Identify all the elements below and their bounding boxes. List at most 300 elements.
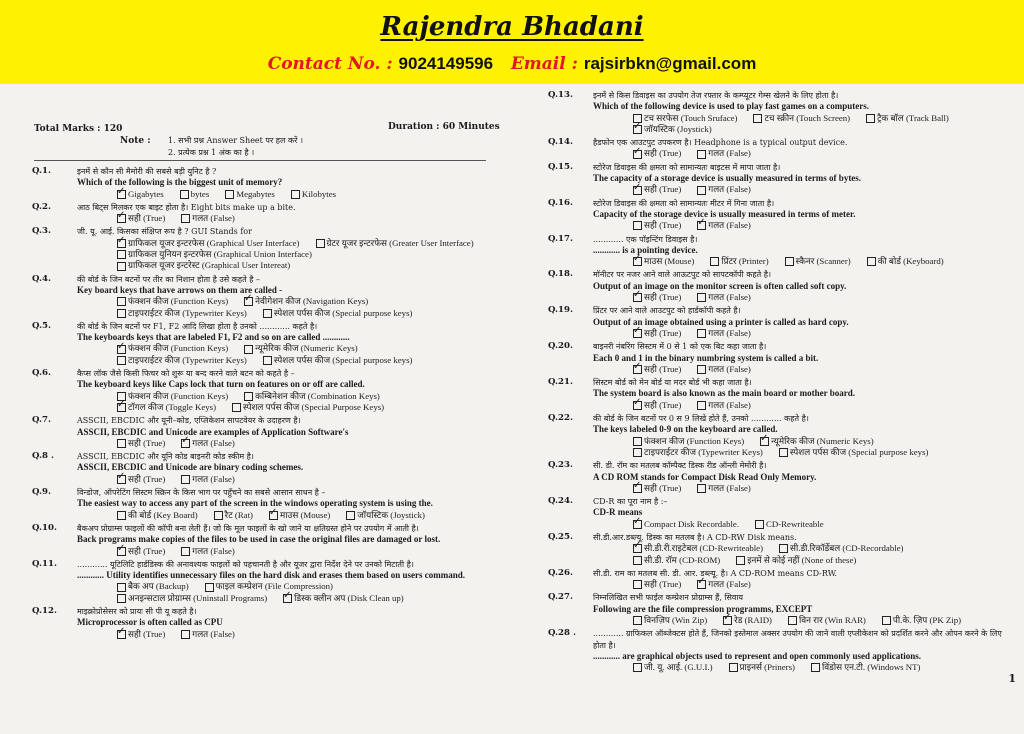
- question-body: [593, 341, 1008, 375]
- answer-option[interactable]: [633, 447, 763, 458]
- checkbox-icon[interactable]: [117, 439, 126, 448]
- answer-option[interactable]: [633, 148, 681, 159]
- option-label: गलत (False): [708, 220, 751, 231]
- option-label: फंक्शन कीज (Function Keys): [128, 343, 229, 354]
- option-label: स्पेशल पर्पस कीज (Special Purpose Keys): [243, 401, 385, 412]
- option-list: [593, 328, 1008, 339]
- checked-checkbox-icon[interactable]: [633, 484, 642, 493]
- answer-option[interactable]: [729, 662, 795, 673]
- option-list: [77, 474, 492, 485]
- question-item: [548, 592, 1008, 626]
- question-number: Q.4.: [32, 273, 52, 284]
- option-label: गलत (False): [192, 545, 235, 556]
- option-label: सही (True): [128, 437, 166, 448]
- option-label: CD-Rewriteable: [766, 518, 824, 529]
- answer-option[interactable]: [633, 124, 712, 135]
- checkbox-icon[interactable]: [882, 616, 891, 625]
- checkbox-icon[interactable]: [346, 511, 355, 520]
- checkbox-icon[interactable]: [867, 257, 876, 266]
- checkbox-icon[interactable]: [181, 475, 190, 484]
- question-text-hindi: ASSCII, EBCDIC और यूनि कोड बाइनरी कोड स्कीम है।: [77, 452, 254, 462]
- answer-option[interactable]: [760, 436, 873, 447]
- checkbox-icon[interactable]: [811, 663, 820, 672]
- answer-option[interactable]: [697, 292, 751, 303]
- question-number: Q.20.: [548, 341, 574, 352]
- checked-checkbox-icon[interactable]: [181, 439, 190, 448]
- answer-option[interactable]: [697, 579, 751, 590]
- answer-option[interactable]: [263, 308, 413, 319]
- checked-checkbox-icon[interactable]: [633, 293, 642, 302]
- question-text-hindi: ............ यूटिलिटि हार्डडिस्क की अनावश्यक फाइलों को पहचानती है और यूजर द्वारा निर्देश देने पर उनको मिटाती है।: [77, 559, 414, 569]
- answer-option[interactable]: [117, 629, 165, 640]
- answer-option[interactable]: [244, 391, 380, 402]
- answer-option[interactable]: [117, 296, 228, 307]
- option-label: सही (True): [644, 363, 682, 374]
- checked-checkbox-icon[interactable]: [697, 580, 706, 589]
- checkbox-icon[interactable]: [117, 583, 126, 592]
- checked-checkbox-icon[interactable]: [117, 190, 126, 199]
- checkbox-icon[interactable]: [117, 250, 126, 259]
- question-item: [548, 532, 1008, 566]
- answer-option[interactable]: [755, 519, 824, 530]
- option-label: गलत (False): [708, 292, 751, 303]
- checked-checkbox-icon[interactable]: [633, 186, 642, 195]
- checkbox-icon[interactable]: [232, 403, 241, 412]
- option-label: सी.डी.रिकॉर्डेबल (CD-Recordable): [790, 543, 904, 554]
- question-item: [548, 162, 1008, 196]
- answer-option[interactable]: [633, 292, 681, 303]
- answer-option[interactable]: [181, 213, 235, 224]
- question-item: [32, 559, 492, 604]
- option-label: डिस्क क्लीन अप (Disk Clean up): [294, 592, 404, 603]
- checked-checkbox-icon[interactable]: [697, 221, 706, 230]
- answer-option[interactable]: [181, 474, 235, 485]
- option-label: गलत (False): [192, 628, 235, 639]
- question-text-hindi: इनमें से कौन सी मैमोरी की सबसे बड़ी युनिट है ?: [77, 167, 217, 176]
- answer-option[interactable]: [117, 355, 247, 366]
- answer-option[interactable]: [117, 391, 228, 402]
- checkbox-icon[interactable]: [633, 616, 642, 625]
- checkbox-icon[interactable]: [117, 511, 126, 520]
- question-number: Q.19.: [548, 305, 574, 316]
- answer-option[interactable]: [291, 189, 336, 200]
- option-label: स्पेशल पर्पस कीज (Special purpose keys): [273, 354, 413, 365]
- checkbox-icon[interactable]: [180, 190, 189, 199]
- checkbox-icon[interactable]: [263, 309, 272, 318]
- checkbox-icon[interactable]: [729, 663, 738, 672]
- answer-option[interactable]: [633, 184, 681, 195]
- answer-option[interactable]: [269, 510, 330, 521]
- checked-checkbox-icon[interactable]: [633, 150, 642, 159]
- question-number: Q.23.: [548, 460, 574, 471]
- question-text-english: The keyboard keys like Caps lock that turn on features on or off are called.: [77, 379, 365, 390]
- answer-option[interactable]: [633, 256, 694, 267]
- option-label: टॉगल कीज (Toggle Keys): [128, 401, 217, 412]
- question-text-english: The keyboards keys that are labeled F1, F2 and so on are called ............: [77, 332, 350, 343]
- question-body: [593, 305, 1008, 339]
- checked-checkbox-icon[interactable]: [283, 594, 292, 603]
- answer-option[interactable]: [633, 615, 707, 626]
- question-body: [593, 234, 1008, 268]
- answer-option[interactable]: [697, 400, 751, 411]
- question-body: [77, 321, 492, 366]
- checkbox-icon[interactable]: [316, 239, 325, 248]
- answer-option[interactable]: [753, 113, 850, 124]
- answer-option[interactable]: [316, 238, 474, 249]
- question-item: [548, 305, 1008, 339]
- question-number: Q.16.: [548, 197, 574, 208]
- question-text-english: Which of the following is the biggest unit of memory?: [77, 177, 283, 188]
- answer-option[interactable]: [205, 581, 333, 592]
- answer-option[interactable]: [117, 581, 189, 592]
- checkbox-icon[interactable]: [291, 190, 300, 199]
- option-label: गलत (False): [192, 437, 235, 448]
- question-body: [593, 198, 1008, 232]
- header-banner: [0, 0, 1024, 84]
- checked-checkbox-icon[interactable]: [117, 403, 126, 412]
- answer-option[interactable]: [811, 662, 921, 673]
- answer-option[interactable]: [633, 113, 737, 124]
- option-label: टाइपराईटर कीज (Typewriter Keys): [128, 307, 247, 318]
- checked-checkbox-icon[interactable]: [117, 475, 126, 484]
- checkbox-icon[interactable]: [697, 365, 706, 374]
- answer-option[interactable]: [244, 296, 368, 307]
- question-text-hindi: आठ बिट्स मिलकर एक बाइट होता है। Eight bits make up a bite.: [77, 202, 296, 212]
- question-text-hindi: ............ ग्राफिकल ऑब्जेक्टस होते हैं, जिनको इस्तेमाल अक्सर उपयोग की जाने वाली एप्लीकेशन को प्रदर्शित करने और ओपन करने के लिए होता है।: [593, 629, 1002, 650]
- total-marks: Total Marks : 120: [34, 124, 123, 134]
- question-text-hindi: कैप्स लॉक जैसे किसी फिचर को शुरू या बन्द करने वाले बटन को कहते है –: [77, 369, 295, 379]
- option-list: [77, 629, 492, 640]
- question-number: Q.3.: [32, 226, 52, 237]
- question-body: [77, 274, 492, 319]
- option-label: जॉयस्टिक (Joystick): [357, 509, 425, 520]
- option-label: bytes: [190, 188, 210, 199]
- contact-line: [0, 54, 1024, 74]
- checkbox-icon[interactable]: [785, 257, 794, 266]
- answer-option[interactable]: [244, 343, 357, 354]
- option-label: फंक्शन कीज (Function Keys): [128, 296, 229, 307]
- checkbox-icon[interactable]: [697, 150, 706, 159]
- answer-option[interactable]: [697, 364, 751, 375]
- question-body: [593, 592, 1008, 626]
- answer-option[interactable]: [785, 256, 851, 267]
- question-text-english: A CD ROM stands for Compact Disk Read Only Memory.: [593, 471, 817, 482]
- checkbox-icon[interactable]: [866, 114, 875, 123]
- option-label: विनज़िप (Win Zip): [644, 615, 708, 626]
- checkbox-icon[interactable]: [753, 114, 762, 123]
- answer-option[interactable]: [117, 260, 290, 271]
- option-label: Kilobytes: [301, 188, 337, 199]
- answer-option[interactable]: [117, 438, 165, 449]
- checked-checkbox-icon[interactable]: [633, 544, 642, 553]
- checkbox-icon[interactable]: [788, 616, 797, 625]
- answer-option[interactable]: [710, 256, 768, 267]
- checked-checkbox-icon[interactable]: [633, 257, 642, 266]
- question-text-english: The keys labeled 0-9 on the keyboard are called.: [593, 424, 778, 435]
- option-list: [77, 581, 492, 604]
- checked-checkbox-icon[interactable]: [117, 630, 126, 639]
- checkbox-icon[interactable]: [697, 293, 706, 302]
- question-text-english: ............ is a pointing device.: [593, 244, 698, 255]
- question-body: [77, 166, 492, 200]
- checkbox-icon[interactable]: [225, 190, 234, 199]
- option-label: सही (True): [128, 473, 166, 484]
- option-label: फाइल कम्प्रेशन (File Compression): [215, 581, 333, 592]
- question-number: Q.25.: [548, 531, 574, 542]
- option-label: ग्राफिकल यूजर इन्टरफेस (Graphical User Interface): [128, 237, 300, 248]
- answer-option[interactable]: [117, 249, 312, 260]
- email-label: Email :: [510, 54, 578, 74]
- option-list: [593, 662, 1008, 673]
- answer-option[interactable]: [779, 543, 903, 554]
- answer-option[interactable]: [117, 213, 165, 224]
- answer-option[interactable]: [633, 220, 681, 231]
- answer-option[interactable]: [866, 113, 949, 124]
- answer-option[interactable]: [633, 483, 681, 494]
- option-label: सही (True): [128, 628, 166, 639]
- option-label: सही (True): [644, 148, 682, 159]
- question-item: [32, 274, 492, 319]
- checkbox-icon[interactable]: [697, 484, 706, 493]
- answer-option[interactable]: [117, 593, 267, 604]
- answer-option[interactable]: [263, 355, 413, 366]
- question-body: [593, 413, 1008, 458]
- answer-option[interactable]: [283, 593, 404, 604]
- question-text-hindi: CD-R का पूरा नाम है :–: [593, 497, 668, 507]
- answer-option[interactable]: [117, 510, 198, 521]
- checkbox-icon[interactable]: [117, 356, 126, 365]
- checkbox-icon[interactable]: [710, 257, 719, 266]
- checked-checkbox-icon[interactable]: [723, 616, 732, 625]
- option-label: गलत (False): [708, 148, 751, 159]
- question-text-english: Which of the following device is used to play fast games on a computers.: [593, 101, 869, 112]
- checked-checkbox-icon[interactable]: [244, 297, 253, 306]
- checked-checkbox-icon[interactable]: [117, 239, 126, 248]
- answer-option[interactable]: [117, 474, 165, 485]
- checked-checkbox-icon[interactable]: [117, 345, 126, 354]
- answer-option[interactable]: [181, 629, 235, 640]
- answer-option[interactable]: [633, 364, 681, 375]
- option-label: ग्रेटर यूजर इन्टरफेस (Greater User Interface): [326, 237, 474, 248]
- checkbox-icon[interactable]: [244, 345, 253, 354]
- question-text-hindi: ASSCII, EBCDIC और यूनी–कोड, एप्लिकेशन सापटवेयर के उदाहरण है।: [77, 416, 301, 426]
- question-item: [548, 628, 1008, 673]
- checkbox-icon[interactable]: [181, 630, 190, 639]
- option-list: [77, 510, 492, 521]
- option-label: गलत (False): [708, 579, 751, 590]
- answer-option[interactable]: [180, 189, 210, 200]
- option-label: सही (True): [128, 213, 166, 224]
- checked-checkbox-icon[interactable]: [633, 365, 642, 374]
- option-label: टच सरफेस (Touch Sruface): [644, 112, 738, 123]
- option-label: कम्बिनेशन कीज (Combination Keys): [255, 390, 380, 401]
- checked-checkbox-icon[interactable]: [633, 401, 642, 410]
- answer-option[interactable]: [723, 615, 772, 626]
- checkbox-icon[interactable]: [697, 329, 706, 338]
- checkbox-icon[interactable]: [181, 214, 190, 223]
- answer-option[interactable]: [697, 148, 751, 159]
- checkbox-icon[interactable]: [205, 583, 214, 592]
- question-body: [593, 496, 1008, 530]
- checkbox-icon[interactable]: [633, 221, 642, 230]
- answer-option[interactable]: [633, 579, 681, 590]
- answer-option[interactable]: [232, 402, 384, 413]
- answer-option[interactable]: [779, 447, 929, 458]
- answer-option[interactable]: [633, 400, 681, 411]
- checkbox-icon[interactable]: [697, 401, 706, 410]
- checkbox-icon[interactable]: [779, 448, 788, 457]
- question-item: [32, 606, 492, 640]
- question-text-english: Microprocessor is often called as CPU: [77, 617, 223, 628]
- question-text-hindi: सी.डी.आर.डब्ल्यू. डिस्क का मतलब है। A CD-RW Disk means.: [593, 532, 797, 542]
- option-label: की बोर्ड (Keyboard): [877, 256, 944, 267]
- checkbox-icon[interactable]: [633, 556, 642, 565]
- option-label: बैक अप (Backup): [128, 581, 189, 592]
- option-label: Compact Disk Recordable.: [644, 518, 740, 529]
- question-body: [593, 532, 1008, 566]
- checkbox-icon[interactable]: [117, 297, 126, 306]
- checkbox-icon[interactable]: [117, 309, 126, 318]
- option-label: गलत (False): [708, 184, 751, 195]
- question-number: Q.8 .: [32, 451, 55, 462]
- question-body: [77, 368, 492, 413]
- option-label: गलत (False): [708, 482, 751, 493]
- question-body: [77, 559, 492, 604]
- contact-label: Contact No. :: [267, 54, 393, 74]
- checked-checkbox-icon[interactable]: [760, 437, 769, 446]
- question-text-english: Key board keys that have arrows on them are called -: [77, 284, 283, 295]
- answer-option[interactable]: [697, 328, 751, 339]
- answer-option[interactable]: [633, 519, 739, 530]
- checkbox-icon[interactable]: [263, 356, 272, 365]
- answer-option[interactable]: [736, 555, 856, 566]
- option-label: टच स्क्रीन (Touch Screen): [764, 112, 851, 123]
- answer-option[interactable]: [181, 546, 235, 557]
- answer-option[interactable]: [633, 436, 744, 447]
- answer-option[interactable]: [697, 184, 751, 195]
- option-list: [593, 184, 1008, 195]
- answer-option[interactable]: [697, 483, 751, 494]
- answer-option[interactable]: [633, 555, 720, 566]
- question-text-english: ASSCII, EBCDIC and Unicode are binary coding schemes.: [77, 462, 304, 473]
- answer-option[interactable]: [697, 220, 751, 231]
- option-list: [593, 436, 1008, 459]
- question-number: Q.2.: [32, 201, 52, 212]
- answer-option[interactable]: [346, 510, 425, 521]
- answer-option[interactable]: [633, 662, 713, 673]
- answer-option[interactable]: [788, 615, 866, 626]
- option-label: विंडोस एन.टी. (Windows NT): [821, 662, 921, 673]
- answer-option[interactable]: [181, 438, 235, 449]
- answer-option[interactable]: [633, 328, 681, 339]
- answer-option[interactable]: [633, 543, 763, 554]
- checked-checkbox-icon[interactable]: [269, 511, 278, 520]
- question-text-english: Output of an image obtained using a printer is called as hard copy.: [593, 316, 849, 327]
- option-list: [77, 238, 492, 272]
- question-number: Q.15.: [548, 161, 574, 172]
- option-label: फंक्शन कीज (Function Keys): [128, 390, 229, 401]
- answer-option[interactable]: [225, 189, 275, 200]
- checkbox-icon[interactable]: [633, 580, 642, 589]
- checkbox-icon[interactable]: [697, 186, 706, 195]
- question-item: [548, 269, 1008, 303]
- checkbox-icon[interactable]: [633, 437, 642, 446]
- checked-checkbox-icon[interactable]: [633, 520, 642, 529]
- question-item: [32, 202, 492, 225]
- answer-option[interactable]: [867, 256, 944, 267]
- right-column: [548, 90, 1008, 676]
- question-item: [548, 460, 1008, 494]
- checkbox-icon[interactable]: [779, 544, 788, 553]
- checkbox-icon[interactable]: [755, 520, 764, 529]
- answer-option[interactable]: [882, 615, 961, 626]
- option-label: रैट (Rat): [224, 509, 253, 520]
- answer-option[interactable]: [214, 510, 253, 521]
- checkbox-icon[interactable]: [736, 556, 745, 565]
- question-text-english: The capacity of a storage device is usually measured in terms of bytes.: [593, 173, 862, 184]
- question-item: [548, 137, 1008, 160]
- question-body: [593, 137, 1008, 160]
- option-label: स्पेशल पर्पस कीज (Special purpose keys): [273, 307, 413, 318]
- answer-option[interactable]: [117, 546, 165, 557]
- question-body: [77, 202, 492, 225]
- option-label: Gigabytes: [128, 188, 164, 199]
- checked-checkbox-icon[interactable]: [633, 125, 642, 134]
- checkbox-icon[interactable]: [181, 547, 190, 556]
- answer-option[interactable]: [117, 189, 164, 200]
- option-label: सी.डी.री.राइटेबल (CD-Rewriteable): [644, 543, 764, 554]
- question-text-hindi: स्टोरेज डिवाइस की क्षमता को सामान्यतः मीटर में गिना जाता है।: [593, 198, 775, 208]
- question-body: [77, 415, 492, 449]
- question-item: [32, 487, 492, 521]
- question-text-english: CD-R means: [593, 507, 643, 518]
- option-list: [77, 438, 492, 449]
- checked-checkbox-icon[interactable]: [633, 329, 642, 338]
- option-label: स्कैनर (Scanner): [795, 256, 851, 267]
- option-label: गलत (False): [708, 327, 751, 338]
- option-label: रेड (RAID): [734, 615, 772, 626]
- answer-option[interactable]: [117, 402, 216, 413]
- answer-option[interactable]: [117, 238, 300, 249]
- question-number: Q.6.: [32, 368, 52, 379]
- option-label: इनमें से कोई नहीं (None of these): [747, 554, 857, 565]
- option-label: प्रिंटर (Printer): [721, 256, 769, 267]
- checkbox-icon[interactable]: [117, 594, 126, 603]
- question-body: [77, 226, 492, 271]
- checkbox-icon[interactable]: [633, 448, 642, 457]
- question-text-hindi: सिस्टम बोर्ड को मेन बोर्ड या मदर बोर्ड भी कहा जाता है।: [593, 378, 752, 388]
- option-list: [593, 148, 1008, 159]
- question-text-hindi: की बोर्ड के जिन बटनों पर F1, F2 आदि लिखा होता है उनको ............ कहते है।: [77, 321, 318, 331]
- checkbox-icon[interactable]: [117, 262, 126, 271]
- question-body: [77, 606, 492, 640]
- answer-option[interactable]: [117, 343, 228, 354]
- checkbox-icon[interactable]: [633, 663, 642, 672]
- question-body: [77, 523, 492, 557]
- option-label: सही (True): [644, 482, 682, 493]
- question-item: [32, 523, 492, 557]
- checkbox-icon[interactable]: [214, 511, 223, 520]
- answer-option[interactable]: [117, 308, 247, 319]
- question-text-hindi: निम्नलिखित सभी फाईल कम्प्रेशन प्रोग्राम्स हैं, सिवाय: [593, 593, 744, 603]
- checked-checkbox-icon[interactable]: [117, 547, 126, 556]
- checkbox-icon[interactable]: [244, 392, 253, 401]
- author-name: Rajendra Bhadani: [380, 12, 644, 42]
- checked-checkbox-icon[interactable]: [117, 214, 126, 223]
- option-list: [593, 615, 1008, 626]
- question-item: [548, 496, 1008, 530]
- question-body: [593, 162, 1008, 196]
